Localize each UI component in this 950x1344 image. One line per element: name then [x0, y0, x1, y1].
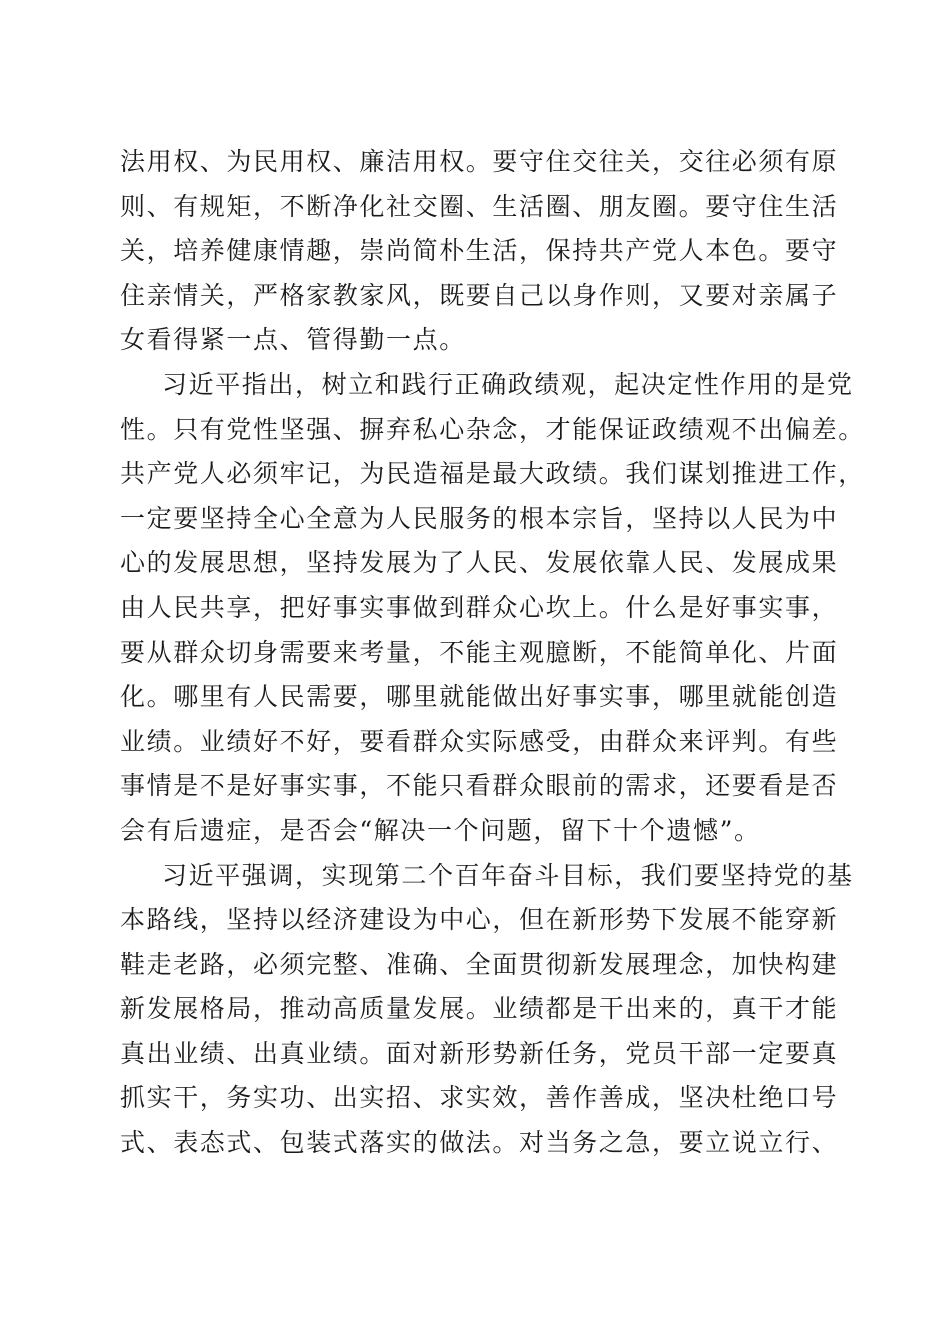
text-line: 抓实干，务实功、出实招、求实效，善作善成，坚决杜绝口号: [120, 1083, 839, 1113]
text-line: 真出业绩、出真业绩。面对新形势新任务，党员干部一定要真: [120, 1038, 839, 1068]
text-line: 则、有规矩，不断净化社交圈、生活圈、朋友圈。要守住生活: [120, 191, 839, 221]
text-line: 性。只有党性坚强、摒弃私心杂念，才能保证政绩观不出偏差。: [120, 414, 865, 444]
body-text: [120, 140, 865, 1166]
text-line: 事情是不是好事实事，不能只看群众眼前的需求，还要看是否: [120, 771, 839, 801]
text-line: 共产党人必须牢记，为民造福是最大政绩。我们谋划推进工作，: [120, 459, 865, 489]
text-line: 关，培养健康情趣，崇尚简朴生活，保持共产党人本色。要守: [120, 236, 839, 266]
text-line: 式、表态式、包装式落实的做法。对当务之急，要立说立行、: [120, 1128, 839, 1158]
text-line: 本路线，坚持以经济建设为中心，但在新形势下发展不能穿新: [120, 905, 839, 935]
text-line: 新发展格局，推动高质量发展。业绩都是干出来的，真干才能: [120, 994, 839, 1024]
paragraph-start-line: 习近平指出，树立和践行正确政绩观，起决定性作用的是党: [162, 369, 854, 399]
text-line: 女看得紧一点、管得勤一点。: [120, 325, 466, 355]
text-line: 一定要坚持全心全意为人民服务的根本宗旨，坚持以人民为中: [120, 503, 839, 533]
text-line: 住亲情关，严格家教家风，既要自己以身作则，又要对亲属子: [120, 280, 839, 310]
text-line: 化。哪里有人民需要，哪里就能做出好事实事，哪里就能创造: [120, 682, 839, 712]
text-line: 业绩。业绩好不好，要看群众实际感受，由群众来评判。有些: [120, 726, 839, 756]
text-line: 法用权、为民用权、廉洁用权。要守住交往关，交往必须有原: [120, 147, 839, 176]
text-line: 鞋走老路，必须完整、准确、全面贯彻新发展理念，加快构建: [120, 949, 839, 979]
text-line: 要从群众切身需要来考量，不能主观臆断，不能简单化、片面: [120, 637, 839, 667]
text-line: 由人民共享，把好事实事做到群众心坎上。什么是好事实事，: [120, 592, 839, 622]
text-line: 会有后遗症，是否会“解决一个问题，留下十个遗憾”。: [120, 815, 761, 845]
paragraph-start-line: 习近平强调，实现第二个百年奋斗目标，我们要坚持党的基: [162, 860, 854, 890]
text-line: 心的发展思想，坚持发展为了人民、发展依靠人民、发展成果: [120, 548, 839, 578]
